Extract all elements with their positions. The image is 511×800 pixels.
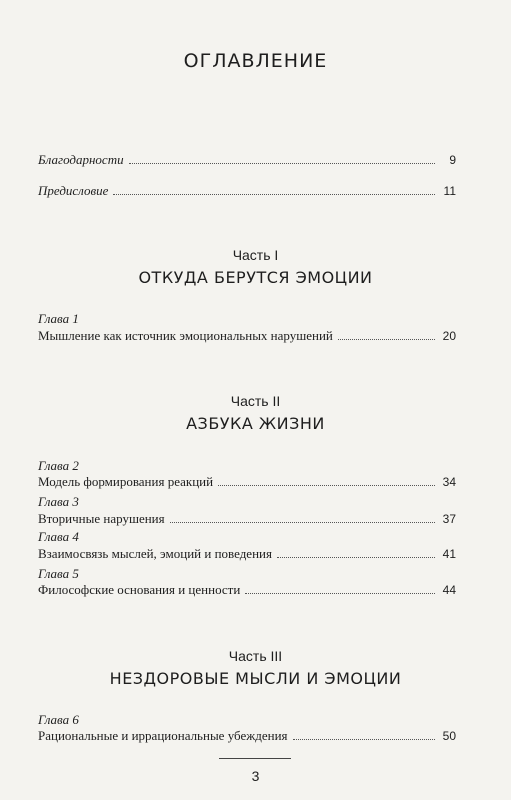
page-title: ОГЛАВЛЕНИЕ: [183, 50, 328, 72]
toc-entry-label: Взаимосвязь мыслей, эмоций и поведения: [38, 546, 272, 561]
chapter-label: Глава 2: [38, 458, 79, 473]
toc-entry-page: 50: [442, 729, 456, 743]
dot-leader: [293, 729, 435, 740]
part-title: ОТКУДА БЕРУТСЯ ЭМОЦИИ: [138, 268, 373, 287]
toc-entry-preface[interactable]: [38, 183, 456, 201]
part-label: Часть I: [232, 247, 279, 263]
toc-entry-page: 20: [442, 329, 456, 343]
part-label: Часть III: [228, 648, 283, 664]
toc-entry-label: Рациональные и иррациональные убеждения: [38, 728, 288, 743]
toc-entry-chapter-3[interactable]: [38, 511, 456, 529]
toc-entry-label: Философские основания и ценности: [38, 582, 241, 597]
toc-entry-chapter-4[interactable]: [38, 546, 456, 564]
toc-entry-label: Вторичные нарушения: [38, 511, 165, 526]
part-title: НЕЗДОРОВЫЕ МЫСЛИ И ЭМОЦИИ: [109, 669, 402, 688]
toc-entry-page: 37: [442, 512, 456, 526]
toc-entry-page: 41: [442, 547, 456, 561]
toc-entry-label: Мышление как источник эмоциональных нарушений: [38, 328, 333, 343]
part-label: Часть II: [230, 393, 281, 409]
chapter-label: Глава 5: [38, 566, 79, 581]
toc-entry-page: 44: [442, 583, 456, 597]
chapter-label: Глава 4: [38, 529, 79, 544]
dot-leader: [113, 184, 435, 195]
toc-entry-label: Модель формирования реакций: [38, 474, 214, 489]
page-number: 3: [251, 768, 260, 784]
toc-entry-page: 34: [442, 475, 456, 489]
toc-entry-chapter-2[interactable]: [38, 474, 456, 492]
toc-entry-chapter-1[interactable]: [38, 328, 456, 346]
toc-entry-label: Благодарности: [38, 152, 124, 167]
chapter-label: Глава 1: [38, 311, 79, 326]
dot-leader: [218, 475, 435, 486]
dot-leader: [338, 329, 435, 340]
toc-entry-acknowledgements[interactable]: [38, 152, 456, 170]
toc-entry-page: 11: [443, 184, 456, 198]
dot-leader: [129, 153, 435, 164]
part-title: АЗБУКА ЖИЗНИ: [186, 414, 325, 433]
dot-leader: [170, 512, 435, 523]
toc-entry-page: 9: [449, 153, 456, 167]
chapter-label: Глава 3: [38, 494, 79, 509]
footer-rule: [219, 758, 291, 759]
chapter-label: Глава 6: [38, 712, 79, 727]
toc-entry-label: Предисловие: [38, 183, 109, 198]
dot-leader: [245, 583, 435, 594]
toc-entry-chapter-5[interactable]: [38, 582, 456, 600]
dot-leader: [277, 547, 435, 558]
toc-entry-chapter-6[interactable]: [38, 728, 456, 746]
